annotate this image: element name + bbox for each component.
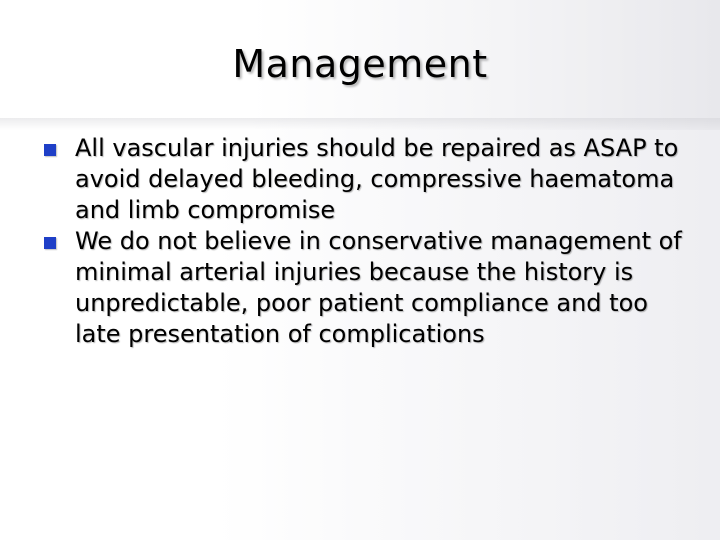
bullet-item bbox=[44, 133, 694, 226]
title-divider bbox=[0, 118, 720, 130]
square-bullet-icon bbox=[44, 237, 56, 249]
bullet-item bbox=[44, 226, 694, 350]
bullet-text: All vascular injuries should be repaired as ASAP to avoid delayed bleeding, compressive haematoma and limb compromise bbox=[75, 134, 679, 224]
bullet-list bbox=[44, 133, 694, 350]
square-bullet-icon bbox=[44, 144, 56, 156]
slide-title-text: Management bbox=[232, 42, 488, 86]
slide-title bbox=[0, 42, 720, 86]
bullet-text: We do not believe in conservative management of minimal arterial injuries because the history is unpredictable, poor patient compliance and too late presentation of complications bbox=[75, 227, 682, 348]
